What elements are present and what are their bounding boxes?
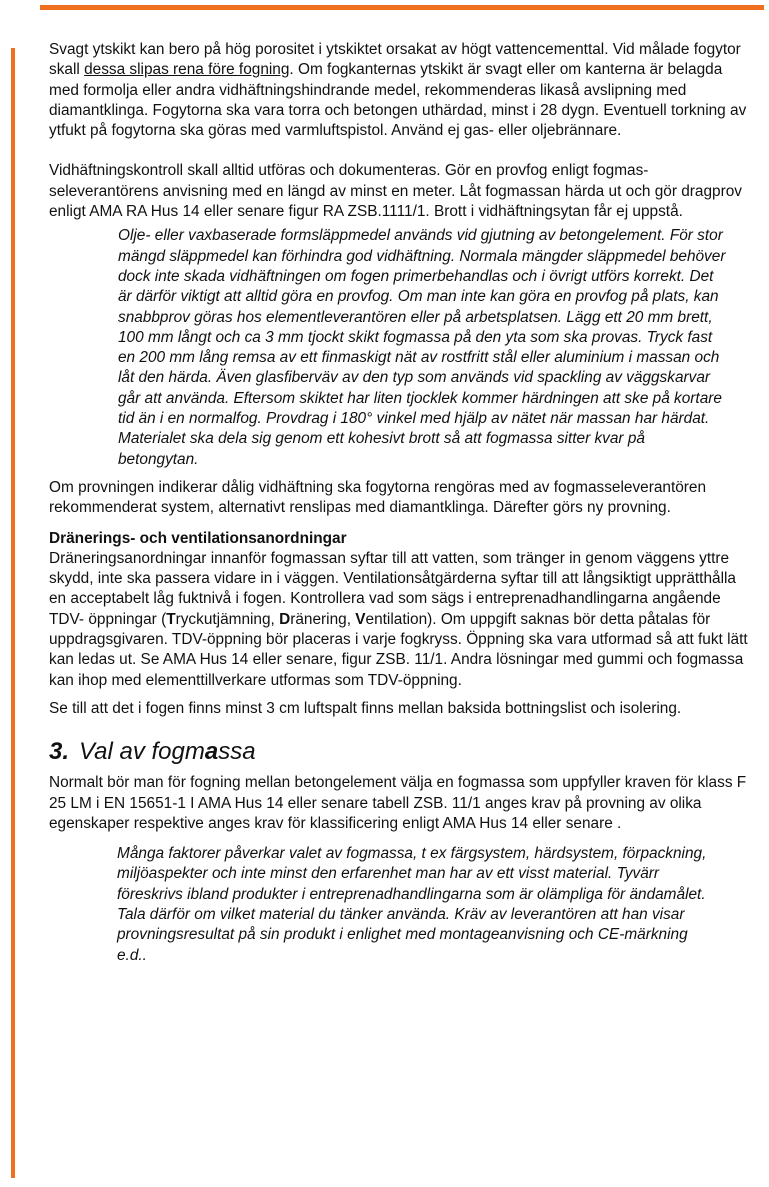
section-title: 3. Val av fogmassa: [49, 738, 256, 766]
subheading-drainage: Dränerings- och ventilationsanordningar: [49, 529, 347, 547]
document-body: [49, 40, 749, 974]
paragraph-drainage: Dräneringsanordningar innanför fogmassan syftar till att vatten, som tränger in genom väggens yttre skydd, inte ska passera vidare in i väggen. Ventilationsåtgärderna syftar till att långsiktigt upprätthålla en acceptabelt låg fuktnivå i fogen. Kontrollera vad som sägs i entreprenadhandlingarna angående TDV- öppningar (Tryckutjämning, Dränering, Ventilation). Om uppgift saknas bör detta påtalas för uppdragsgivaren. TDV-öppning bör placeras i varje fogkryss. Öppning ska vara utformad så att fukt lätt kan ledas ut. Se AMA Hus 14 eller senare, figur ZSB. 11/1. Andra lösningar med gummi och fogmassa kan ihop med elementtillverkare utformas som TDV-öppning.: [49, 549, 748, 689]
paragraph-surface-weakness: Svagt ytskikt kan bero på hög porositet i ytskiktet orsakat av högt vattencementtal. Vid målade fogytor skall dessa slipas rena före fogning. Om fogkanternas ytskikt är svagt eller om kanterna är belagda med formolja eller andra vidhäftningshindrande medel, rekommenderas likaså avslipning med diamantklinga. Fogytorna ska vara torra och betongen uthärdad, minst i 28 dygn. Eventuell torkning av ytfukt på fogytorna ska göras med varmluftspistol. Använd ej gas- eller oljebrännare.: [49, 41, 747, 140]
top-accent-rule: [40, 5, 764, 10]
left-accent-rule: [11, 48, 15, 1178]
paragraph-sealant-choice: Normalt bör man för fogning mellan betongelement välja en fogmassa som uppfyller kraven för klass F 25 LM i EN 15651-1 I AMA Hus 14 eller senare tabell ZSB. 11/1 anges krav på provning av olika egenskaper respektive anges krav för klassificering enligt AMA Hus 14 eller senare .: [49, 774, 747, 832]
note-release-agents: Olje- eller vaxbaserade formsläppmedel används vid gjutning av betongelement. För stor mängd släppmedel kan förhindra god vidhäftning. Normala mängder släppmedel behöver dock inte skada vidhäftningen om fogen primerbehandlas och i övrigt utförs korrekt. Det är därför viktigt att alltid göra en provfog. Om man inte kan göra en provfog på plats, kan snabbprov göras hos elementleverantören eller på arbetsplatsen. Lägg ett 20 mm brett, 100 mm långt och ca 3 mm tjockt skikt fogmassa på den yta som ska provas. Tryck fast en 200 mm lång remsa av ett finmaskigt nät av rostfritt stål eller aluminium i massan och låt den härda. Även glasfiberväv av den typ som används vid spackling av väggskarvar går att använda. Eftersom skiktet har liten tjocklek kommer härdningen att ske på kortare tid än i en normalfog. Provdrag i 180° vinkel med hjälp av nätet när massan har härdat. Materialet ska dela sig genom ett kohesivt brott så att fogmassa sitter kvar på betongytan.: [118, 227, 726, 468]
underlined-link[interactable]: dessa slipas rena före fogning: [84, 61, 290, 79]
section-number: 3.: [49, 738, 70, 766]
paragraph-adhesion-control: Vidhäftningskontroll skall alltid utföras och dokumenteras. Gör en provfog enligt fogmasseleverantörens anvisning med en längd av minst en meter. Låt fogmassan härda ut och gör dragprov enligt AMA RA Hus 14 eller senare figur RA ZSB.1111/1. Brott i vidhäftningsytan får ej uppstå.: [49, 162, 742, 221]
note-factors: Många faktorer påverkar valet av fogmassa, t ex färgsystem, härdsystem, förpackning, miljöaspekter och inte minst den erfarenhet man har av ett visst material. Tyvärr föreskrivs ibland produkter i entreprenadhandlingarna som är olämpliga för ändamålet. Tala därför om vilket material du tänker använda. Kräv av leverantören att han visar provningsresultat på sin produkt i enlighet med montageanvisning och CE-märkning e.d..: [117, 845, 707, 964]
paragraph-retest: Om provningen indikerar dålig vidhäftning ska fogytorna rengöras med av fogmasseleverantören rekommenderat system, alternativt renslipas med diamantklinga. Därefter görs ny provning.: [49, 478, 707, 517]
paragraph-air-gap: Se till att det i fogen finns minst 3 cm luftspalt finns mellan baksida bottningslist och isolering.: [49, 699, 682, 717]
